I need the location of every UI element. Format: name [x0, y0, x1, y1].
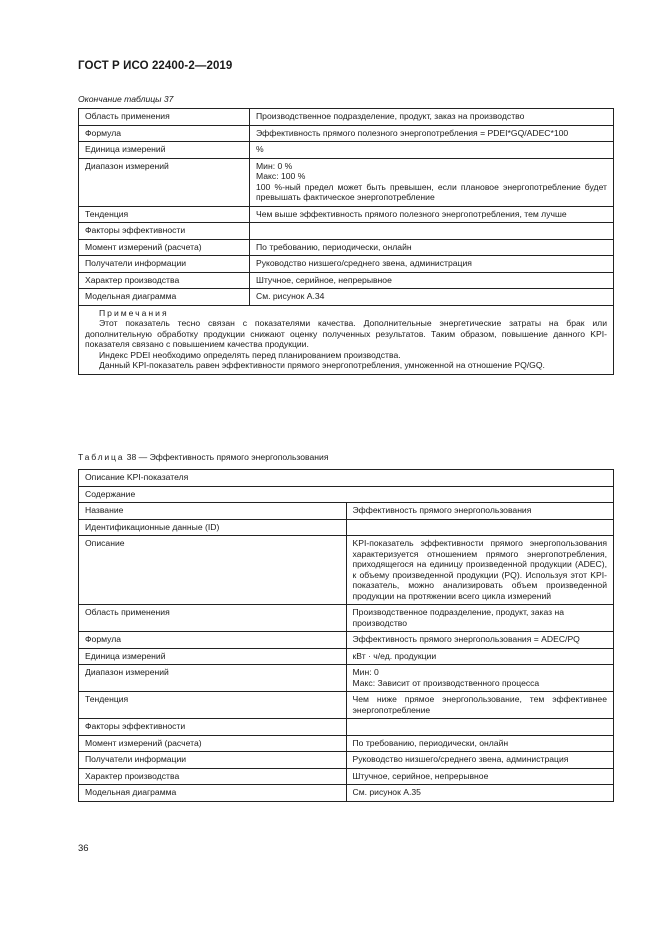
table-37 — [78, 108, 614, 375]
row-value: Руководство низшего/среднего звена, администрация — [346, 752, 614, 769]
row-label: Идентификационные данные (ID) — [79, 519, 347, 536]
note-title: Примечания — [99, 307, 169, 318]
row-label: Модельная диаграмма — [79, 785, 347, 802]
table-row — [79, 648, 614, 665]
row-value: Производственное подразделение, продукт, заказ на производство — [346, 605, 614, 632]
table-row — [79, 785, 614, 802]
table-row — [79, 605, 614, 632]
row-value: Мин: 0 Макс: Зависит от производственного процесса — [346, 665, 614, 692]
row-value — [346, 519, 614, 536]
row-label: Описание — [79, 536, 347, 605]
section-heading: Содержание — [79, 486, 614, 503]
table-row — [79, 109, 614, 126]
row-label: Получатели информации — [79, 256, 250, 273]
row-label: Единица измерений — [79, 142, 250, 159]
row-value: Чем выше эффективность прямого полезного энергопотребления, тем лучше — [250, 206, 614, 223]
table-row — [79, 223, 614, 240]
table-38-caption: Таблица 38 — Эффективность прямого энергопользования — [78, 452, 329, 462]
row-label: Характер производства — [79, 768, 347, 785]
table-row — [79, 632, 614, 649]
row-label: Момент измерений (расчета) — [79, 735, 347, 752]
row-label: Диапазон измерений — [79, 158, 250, 206]
row-value: Штучное, серийное, непрерывное — [250, 272, 614, 289]
row-value: Эффективность прямого энергопользования — [346, 503, 614, 520]
page-number: 36 — [78, 843, 89, 854]
table-section-row — [79, 486, 614, 503]
row-label: Факторы эффективности — [79, 223, 250, 240]
section-heading: Описание KPI-показателя — [79, 470, 614, 487]
row-label: Область применения — [79, 109, 250, 126]
row-label: Формула — [79, 125, 250, 142]
table-row — [79, 665, 614, 692]
note-paragraph: Этот показатель тесно связан с показателями качества. Дополнительные энергетические затраты на брак или дополнительную обработку продукции снижают оценку полученных результатов. Таким образом, повышение данного KPI-показателя связано с повышением качества продукции. — [85, 318, 607, 349]
row-value: См. рисунок А.35 — [346, 785, 614, 802]
row-label: Тенденция — [79, 206, 250, 223]
row-label: Момент измерений (расчета) — [79, 239, 250, 256]
table-38 — [78, 469, 614, 802]
row-label: Формула — [79, 632, 347, 649]
row-value — [250, 223, 614, 240]
row-value: См. рисунок А.34 — [250, 289, 614, 306]
table-37-caption: Окончание таблицы 37 — [78, 94, 174, 104]
table-row — [79, 735, 614, 752]
row-value: % — [250, 142, 614, 159]
row-label: Характер производства — [79, 272, 250, 289]
table-row — [79, 206, 614, 223]
row-label: Модельная диаграмма — [79, 289, 250, 306]
row-label: Получатели информации — [79, 752, 347, 769]
row-value: Эффективность прямого полезного энергопотребления = PDEI*GQ/ADEC*100 — [250, 125, 614, 142]
row-value: кВт · ч/ед. продукции — [346, 648, 614, 665]
row-label: Факторы эффективности — [79, 719, 347, 736]
table-row — [79, 256, 614, 273]
row-value: По требованию, периодически, онлайн — [346, 735, 614, 752]
table-row — [79, 158, 614, 206]
row-label: Единица измерений — [79, 648, 347, 665]
row-value: Штучное, серийное, непрерывное — [346, 768, 614, 785]
row-value: По требованию, периодически, онлайн — [250, 239, 614, 256]
table-row — [79, 692, 614, 719]
table-row — [79, 536, 614, 605]
row-value: Чем ниже прямое энергопользование, тем эффективнее энергопотребление — [346, 692, 614, 719]
table-row — [79, 272, 614, 289]
note-paragraph: Данный KPI-показатель равен эффективности прямого энергопотребления, умноженной на отношение PQ/GQ. — [99, 360, 545, 370]
row-label: Область применения — [79, 605, 347, 632]
table-note-row — [79, 305, 614, 374]
row-value: Производственное подразделение, продукт, заказ на производство — [250, 109, 614, 126]
document-header: ГОСТ Р ИСО 22400-2—2019 — [78, 60, 233, 72]
row-label: Тенденция — [79, 692, 347, 719]
note-paragraph: Индекс PDEI необходимо определять перед планированием производства. — [99, 349, 401, 360]
table-row — [79, 125, 614, 142]
row-value: KPI-показатель эффективности прямого энергопользования характеризуется отношением прямого энергопотребления, приходящегося на единицу произведенной продукции (ADEC), к объему произведенной продукции (PQ). Используя этот KPI-показатель, можно анализировать объем произведенной продукции на протяжении всего цикла измерений — [346, 536, 614, 605]
table-section-row — [79, 470, 614, 487]
table-row — [79, 719, 614, 736]
row-value: Руководство низшего/среднего звена, администрация — [250, 256, 614, 273]
table-row — [79, 289, 614, 306]
row-value — [346, 719, 614, 736]
table-row — [79, 768, 614, 785]
row-value: Мин: 0 % Макс: 100 % 100 %-ный предел может быть превышен, если плановое энергопотребление будет превышать фактическое энергопотребление — [250, 158, 614, 206]
table-row — [79, 752, 614, 769]
row-label: Диапазон измерений — [79, 665, 347, 692]
row-label: Название — [79, 503, 347, 520]
table-row — [79, 503, 614, 520]
table-row — [79, 142, 614, 159]
table-note — [79, 305, 614, 374]
table-row — [79, 519, 614, 536]
table-row — [79, 239, 614, 256]
row-value: Эффективность прямого энергопользования = ADEC/PQ — [346, 632, 614, 649]
